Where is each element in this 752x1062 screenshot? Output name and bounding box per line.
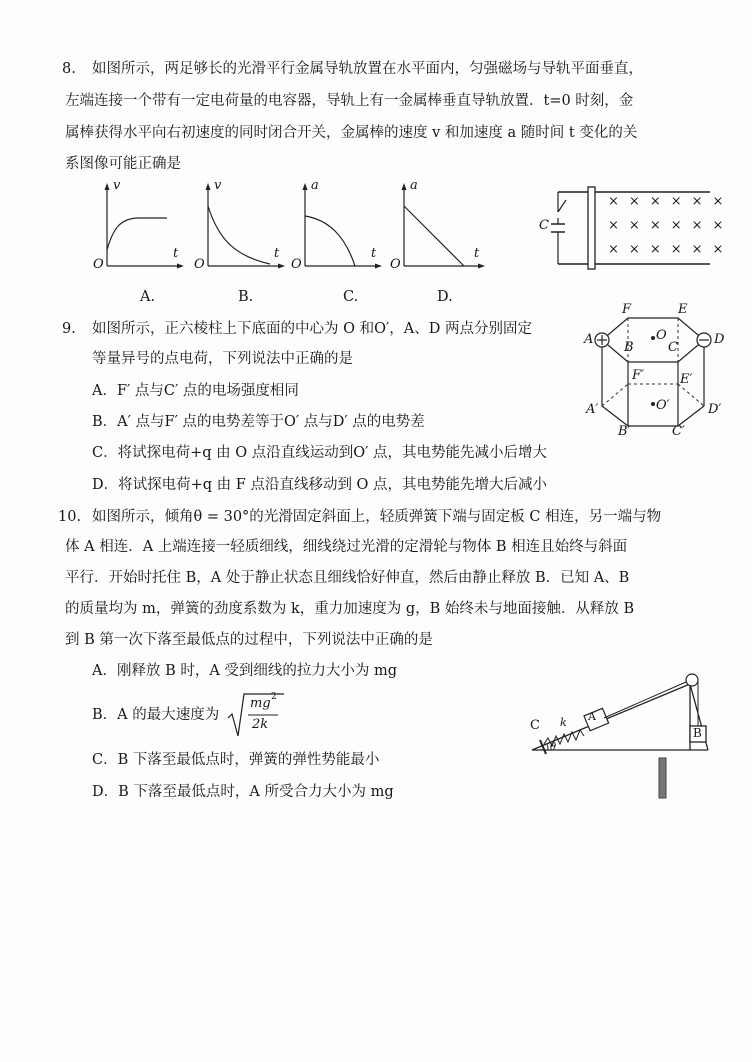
- q8-graph-a-curve: [107, 218, 167, 250]
- q8-graph-c: [293, 180, 383, 275]
- label-b: B: [624, 340, 634, 355]
- label-e-prime: E′: [680, 372, 693, 387]
- q8-line-3: 属棒获得水平向右初速度的同时闭合开关，金属棒的速度 v 和加速度 a 随时间 t 变化的关: [65, 125, 638, 141]
- q8-graph-a-xlabel: t: [173, 246, 179, 261]
- q8-graph-c-curve: [305, 216, 355, 266]
- q8-graph-b-ylabel: v: [214, 178, 222, 193]
- q10-option-c: C．B 下落至最低点时，弹簧的弹性势能最小: [92, 752, 380, 768]
- q8-line-1: 如图所示，两足够长的光滑平行金属导轨放置在水平面内，匀强磁场与导轨平面垂直，: [92, 61, 643, 77]
- q10-line-2: 体 A 相连．A 上端连接一轻质细线，细线绕过光滑的定滑轮与物体 B 相连且始终与斜面: [65, 539, 628, 555]
- q8-line-2: 左端连接一个带有一定电荷量的电容器，导轨上有一金属棒垂直导轨放置．t=0 时刻，金: [65, 93, 634, 109]
- q8-graph-d-axes: [392, 180, 487, 275]
- q8-graph-d: [392, 180, 487, 275]
- q9-number: 9.: [62, 321, 76, 337]
- q8-field-row-1: ××××××: [608, 194, 734, 209]
- q9-line-2: 等量异号的点电荷，下列说法中正确的是: [92, 351, 353, 367]
- q8-graph-d-origin: O: [390, 257, 401, 272]
- q8-graph-a-origin: O: [93, 257, 104, 272]
- q8-graph-d-ylabel: a: [410, 178, 418, 193]
- q8-graph-c-ylabel: a: [311, 178, 319, 193]
- label-e: E: [678, 302, 688, 317]
- q10-number: 10.: [58, 509, 82, 525]
- q8-graph-b-axes: [196, 180, 286, 275]
- q9-option-c: C．将试探电荷+q 由 O 点沿直线运动到O′ 点，其电势能先减小后增大: [92, 445, 548, 461]
- q8-graph-a-ylabel: v: [113, 178, 121, 193]
- q8-option-b: B.: [238, 289, 254, 305]
- label-c: C: [668, 340, 678, 355]
- q8-graph-a: [95, 180, 185, 275]
- q10-line-5: 到 B 第一次下落至最低点的过程中，下列说法中正确的是: [65, 632, 433, 648]
- label-a-prime: A′: [586, 402, 599, 417]
- label-d-prime: D′: [708, 402, 722, 417]
- q8-option-c: C.: [343, 289, 359, 305]
- q8-number: 8.: [62, 61, 76, 77]
- formula-numerator: mg: [250, 696, 271, 711]
- q8-circuit-figure: [538, 182, 734, 274]
- q10-incline-figure: [526, 664, 726, 804]
- q9-hex-prism-figure: [580, 300, 740, 450]
- q9-hex-prism-drawing: [580, 300, 740, 450]
- q8-option-a: A.: [140, 289, 156, 305]
- pulley-icon: [686, 674, 698, 686]
- label-c-prime: C′: [672, 424, 685, 439]
- label-block-a: A: [588, 710, 596, 723]
- q10-option-b: [92, 704, 219, 726]
- switch-icon: [558, 200, 566, 212]
- q10-line-4: 的质量均为 m，弹簧的劲度系数为 k，重力加速度为 g，B 始终未与地面接触．从释放 B: [65, 601, 635, 617]
- formula-denominator: 2k: [252, 717, 269, 732]
- label-plate-c: C: [530, 718, 540, 733]
- q8-capacitor-label: C: [539, 218, 549, 233]
- label-theta: θ: [550, 742, 557, 753]
- stand-post-icon: [659, 758, 666, 798]
- label-o: O: [656, 328, 667, 343]
- q10-line-1: 如图所示，倾角θ = 30°的光滑固定斜面上，轻质弹簧下端与固定板 C 相连，另一端与物: [92, 509, 662, 525]
- q8-option-d: D.: [437, 289, 453, 305]
- q10-option-a: A．刚释放 B 时，A 受到细线的拉力大小为 mg: [92, 663, 398, 679]
- label-a: A: [584, 332, 594, 347]
- label-b-prime: B′: [618, 424, 631, 439]
- q9-option-d: D．将试探电荷+q 由 F 点沿直线移动到 O 点，其电势能先增大后减小: [92, 477, 548, 493]
- q8-graph-d-xlabel: t: [474, 246, 480, 261]
- label-o-prime: O′: [656, 398, 670, 413]
- q8-graph-c-xlabel: t: [371, 246, 377, 261]
- q8-graph-a-axes: [95, 180, 185, 275]
- q9-option-b: B．A′ 点与F′ 点的电势差等于O′ 点与D′ 点的电势差: [92, 414, 425, 430]
- q8-graph-b-xlabel: t: [274, 246, 280, 261]
- q8-field-row-3: ××××××: [608, 242, 734, 257]
- q10-option-b-text: B．A 的最大速度为: [92, 707, 220, 723]
- q8-graph-c-axes: [293, 180, 383, 275]
- q8-line-4: 系图像可能正确是: [65, 156, 181, 172]
- q8-graph-b-curve: [208, 206, 270, 264]
- label-block-b: B: [693, 726, 702, 740]
- q10-option-d: D．B 下落至最低点时，A 所受合力大小为 mg: [92, 784, 394, 800]
- q10-line-3: 平行．开始时托住 B，A 处于静止状态且细线恰好伸直，然后由静止释放 B．已知 A、B: [65, 570, 630, 586]
- formula-exponent: 2: [271, 692, 277, 702]
- metal-rod-icon: [588, 187, 595, 269]
- q8-field-row-2: ××××××: [608, 218, 734, 233]
- label-spring-k: k: [560, 716, 567, 729]
- q8-graph-b-origin: O: [194, 257, 205, 272]
- q9-line-1: 如图所示，正六棱柱上下底面的中心为 O 和O′，A、D 两点分别固定: [92, 321, 532, 337]
- q8-graph-b: [196, 180, 286, 275]
- q10-option-b-formula: [226, 690, 286, 740]
- q9-option-a: A．F′ 点与C′ 点的电场强度相同: [92, 383, 299, 399]
- q8-graph-d-line: [404, 206, 464, 266]
- label-f-prime: F′: [632, 368, 644, 383]
- q8-graph-c-origin: O: [291, 257, 302, 272]
- label-d: D: [714, 332, 725, 347]
- label-f: F: [622, 302, 632, 317]
